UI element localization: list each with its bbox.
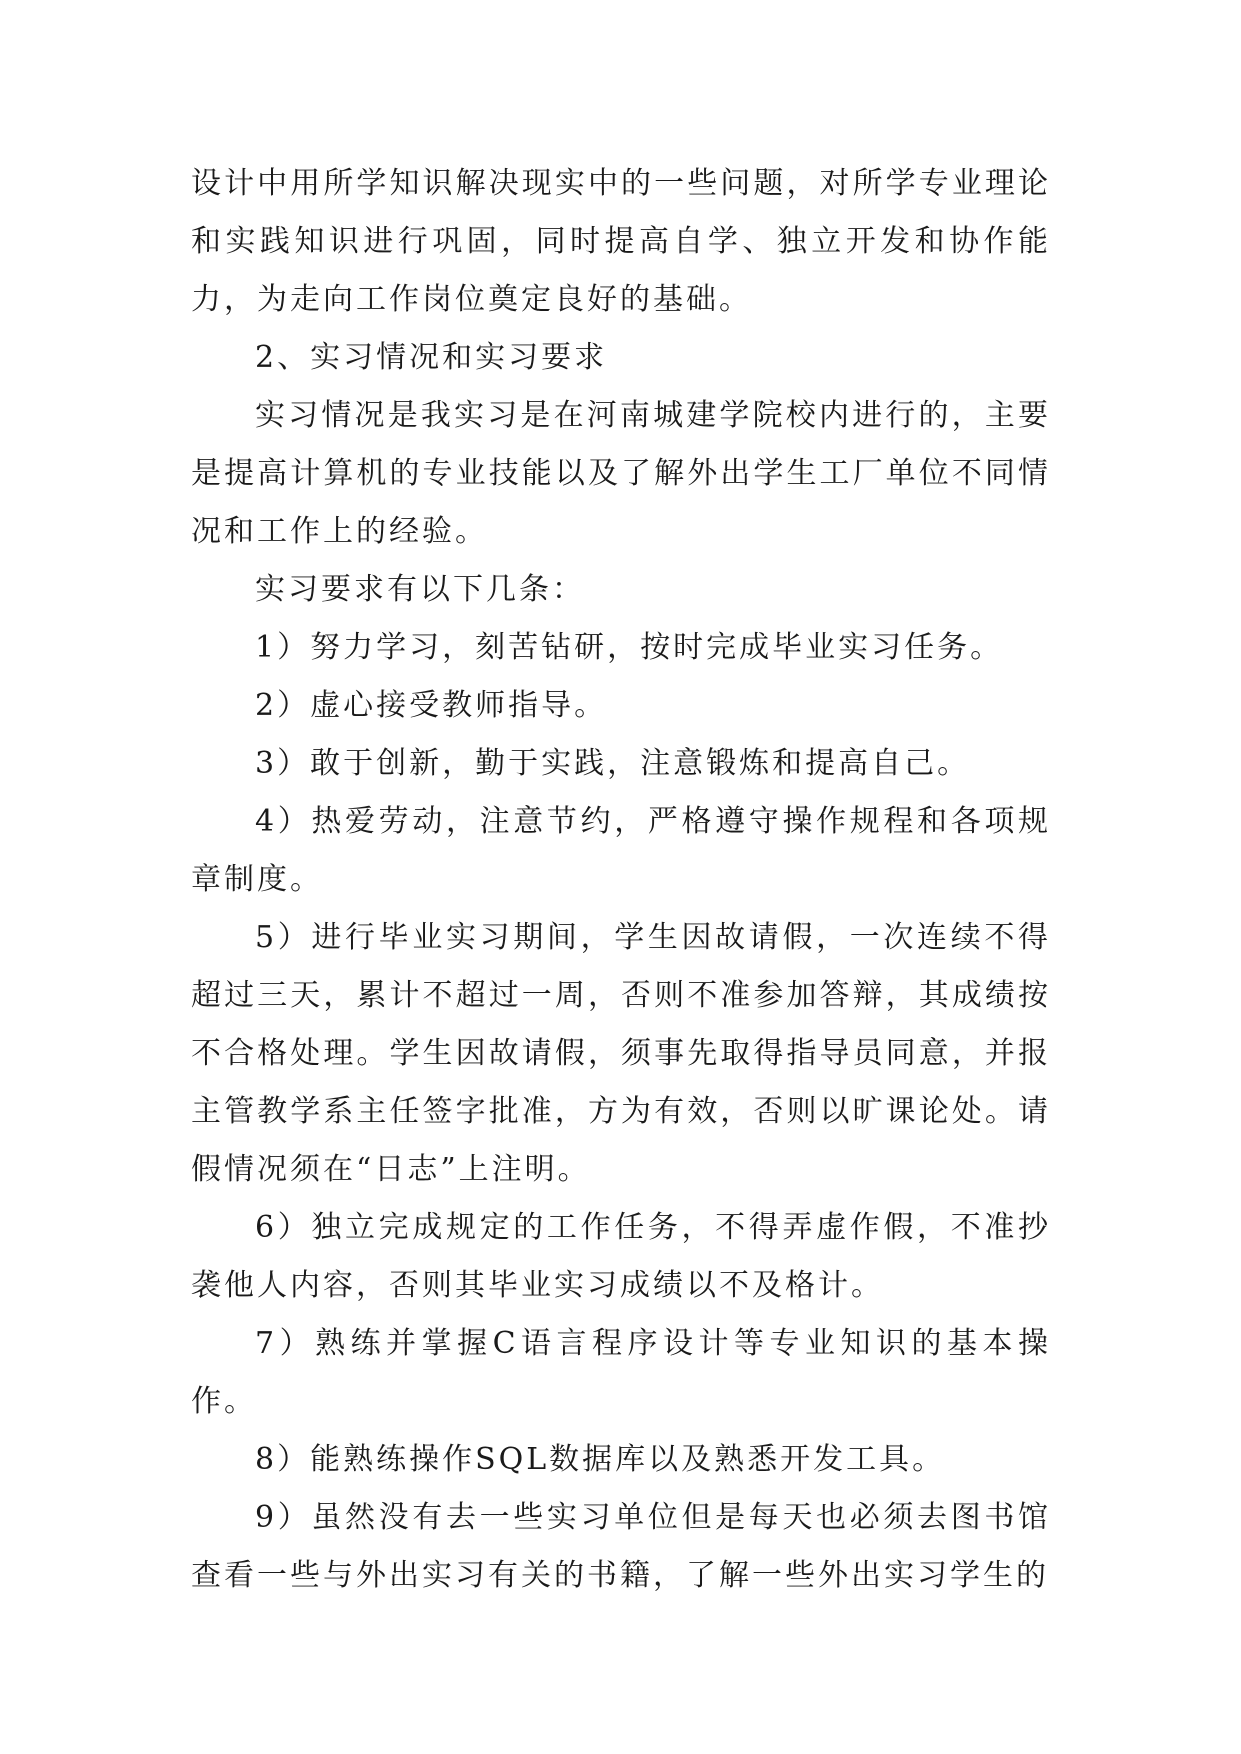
- list-item-1: 1）努力学习，刻苦钻研，按时完成毕业实习任务。: [255, 630, 1004, 665]
- list-item-3: 3）敢于创新，勤于实践，注意锻炼和提高自己。: [255, 746, 971, 781]
- paragraph-intro-continued: 设计中用所学知识解决现实中的一些问题，对所学专业理论和实践知识进行巩固，同时提高自学、独立开发和协作能力，为走向工作岗位奠定良好的基础。: [191, 166, 1051, 317]
- list-item-7: 7）熟练并掌握C语言程序设计等专业知识的基本操作。: [191, 1326, 1051, 1419]
- list-item-9: 9）虽然没有去一些实习单位但是每天也必须去图书馆查看一些与外出实习有关的书籍，了解一些外出实习学生的: [191, 1500, 1051, 1593]
- list-item-4: 4）热爱劳动，注意节约，严格遵守操作规程和各项规章制度。: [191, 804, 1051, 897]
- paragraph-internship-situation: 实习情况是我实习是在河南城建学院校内进行的，主要是提高计算机的专业技能以及了解外出学生工厂单位不同情况和工作上的经验。: [191, 398, 1051, 549]
- list-item-8: 8）能熟练操作SQL数据库以及熟悉开发工具。: [255, 1442, 946, 1477]
- list-item-5: 5）进行毕业实习期间，学生因故请假，一次连续不得超过三天，累计不超过一周，否则不准参加答辩，其成绩按不合格处理。学生因故请假，须事先取得指导员同意，并报主管教学系主任签字批准，方为有效，否则以旷课论处。请假情况须在“日志”上注明。: [191, 920, 1051, 1187]
- list-item-2: 2）虚心接受教师指导。: [255, 688, 608, 723]
- document-body: [191, 155, 1051, 1605]
- section-heading: 2、实习情况和实习要求: [255, 340, 608, 375]
- list-item-6: 6）独立完成规定的工作任务，不得弄虚作假，不准抄袭他人内容，否则其毕业实习成绩以不及格计。: [191, 1210, 1051, 1303]
- paragraph-requirements-intro: 实习要求有以下几条：: [255, 572, 585, 607]
